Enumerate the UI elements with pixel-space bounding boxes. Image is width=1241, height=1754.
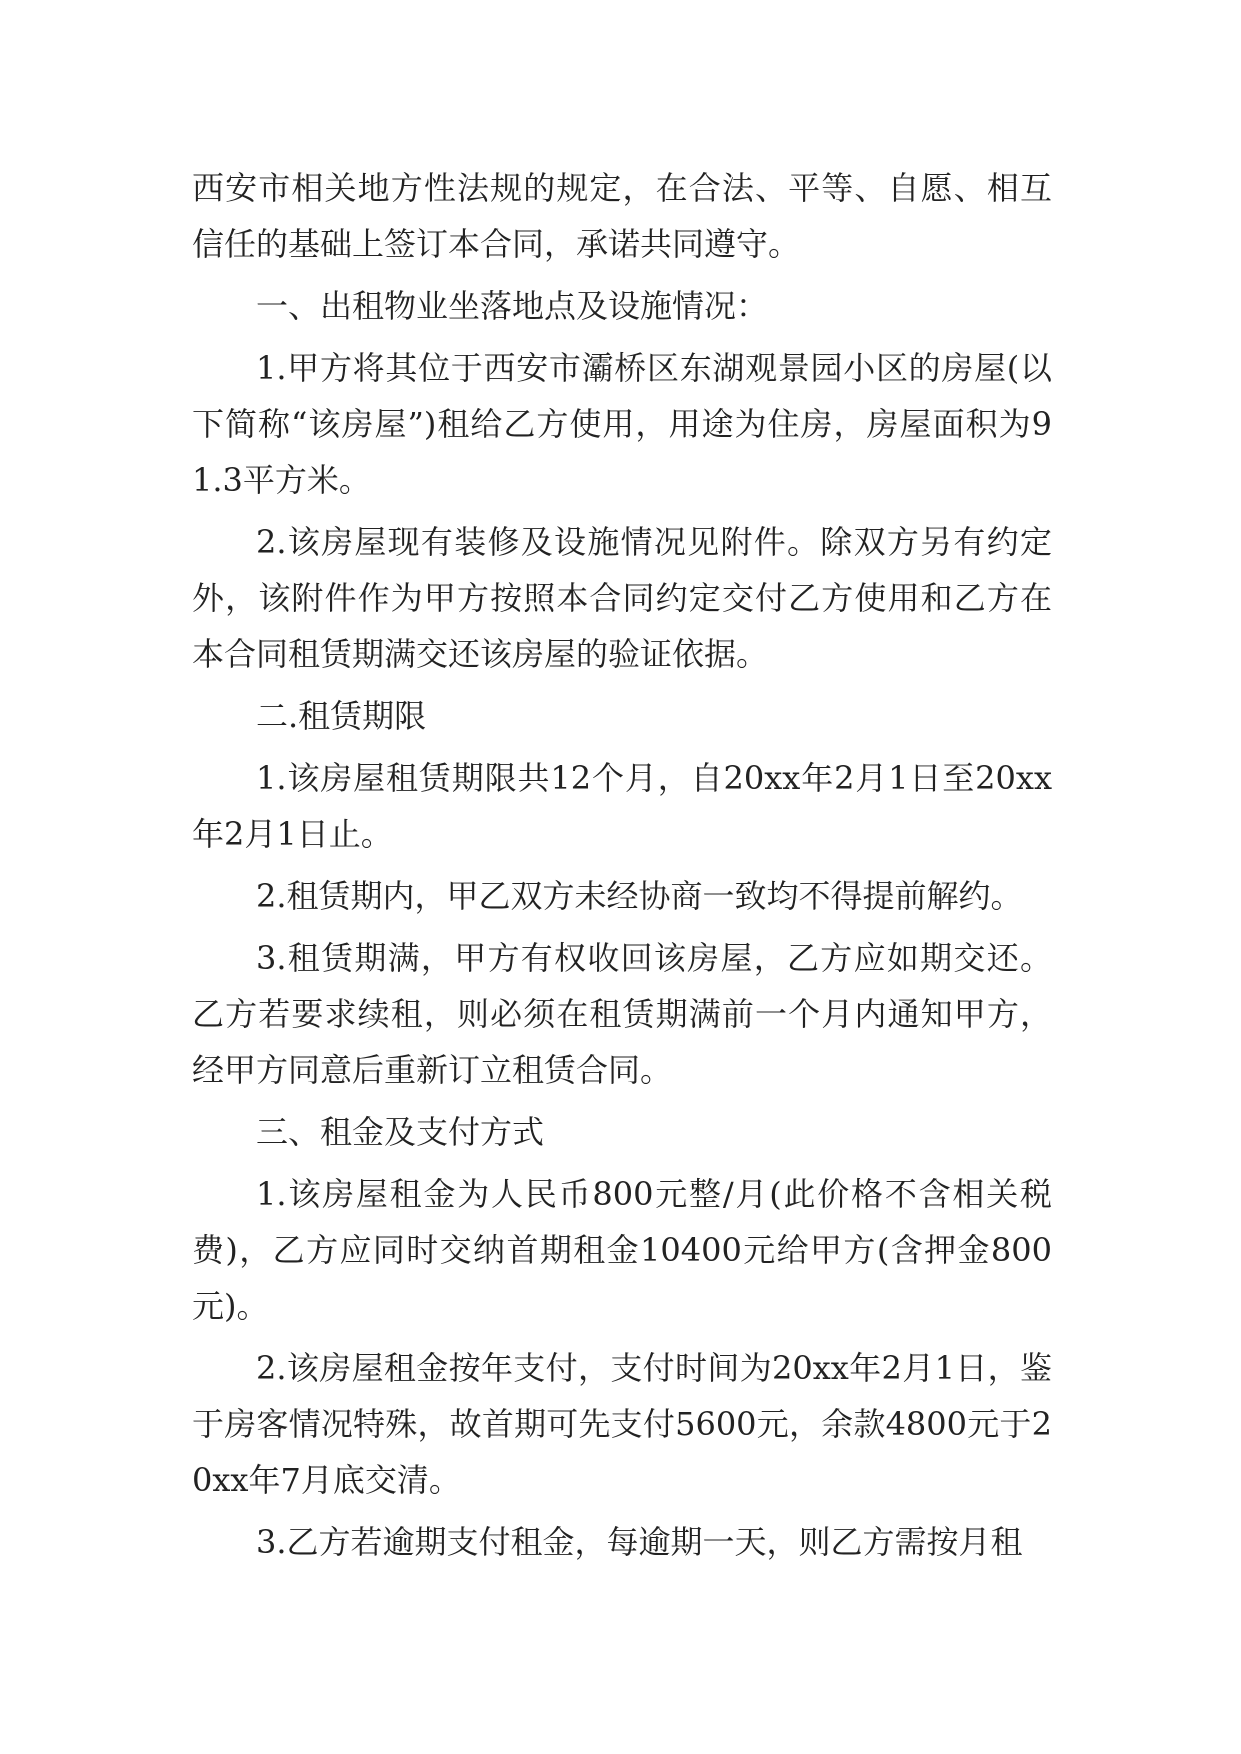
clause-1-1: 1.甲方将其位于西安市灞桥区东湖观景园小区的房屋(以下简称“该房屋”)租给乙方使用，用途为住房，房屋面积为91.3平方米。 — [192, 349, 1052, 499]
document-body — [192, 160, 1052, 1570]
clause-2-1: 1.该房屋租赁期限共12个月，自20xx年2月1日至20xx年2月1日止。 — [192, 759, 1052, 853]
clause-1-2: 2.该房屋现有装修及设施情况见附件。除双方另有约定外，该附件作为甲方按照本合同约定交付乙方使用和乙方在本合同租赁期满交还该房屋的验证依据。 — [192, 523, 1052, 673]
clause-2-3: 3.租赁期满，甲方有权收回该房屋，乙方应如期交还。乙方若要求续租，则必须在租赁期满前一个月内通知甲方，经甲方同意后重新订立租赁合同。 — [192, 939, 1052, 1089]
clause-3-2: 2.该房屋租金按年支付，支付时间为20xx年2月1日，鉴于房客情况特殊，故首期可先支付5600元，余款4800元于20xx年7月底交清。 — [192, 1349, 1052, 1499]
paragraph-continuation: 西安市相关地方性法规的规定，在合法、平等、自愿、相互信任的基础上签订本合同，承诺共同遵守。 — [192, 169, 1052, 263]
section-heading-term: 二.租赁期限 — [256, 697, 427, 735]
section-heading-rent: 三、租金及支付方式 — [256, 1113, 545, 1151]
section-heading-property: 一、出租物业坐落地点及设施情况： — [256, 287, 769, 325]
clause-3-1: 1.该房屋租金为人民币800元整/月(此价格不含相关税费)，乙方应同时交纳首期租金10400元给甲方(含押金800元)。 — [192, 1175, 1052, 1325]
clause-2-2: 2.租赁期内，甲乙双方未经协商一致均不得提前解约。 — [256, 877, 1023, 915]
clause-3-3: 3.乙方若逾期支付租金，每逾期一天，则乙方需按月租 — [256, 1523, 1023, 1561]
